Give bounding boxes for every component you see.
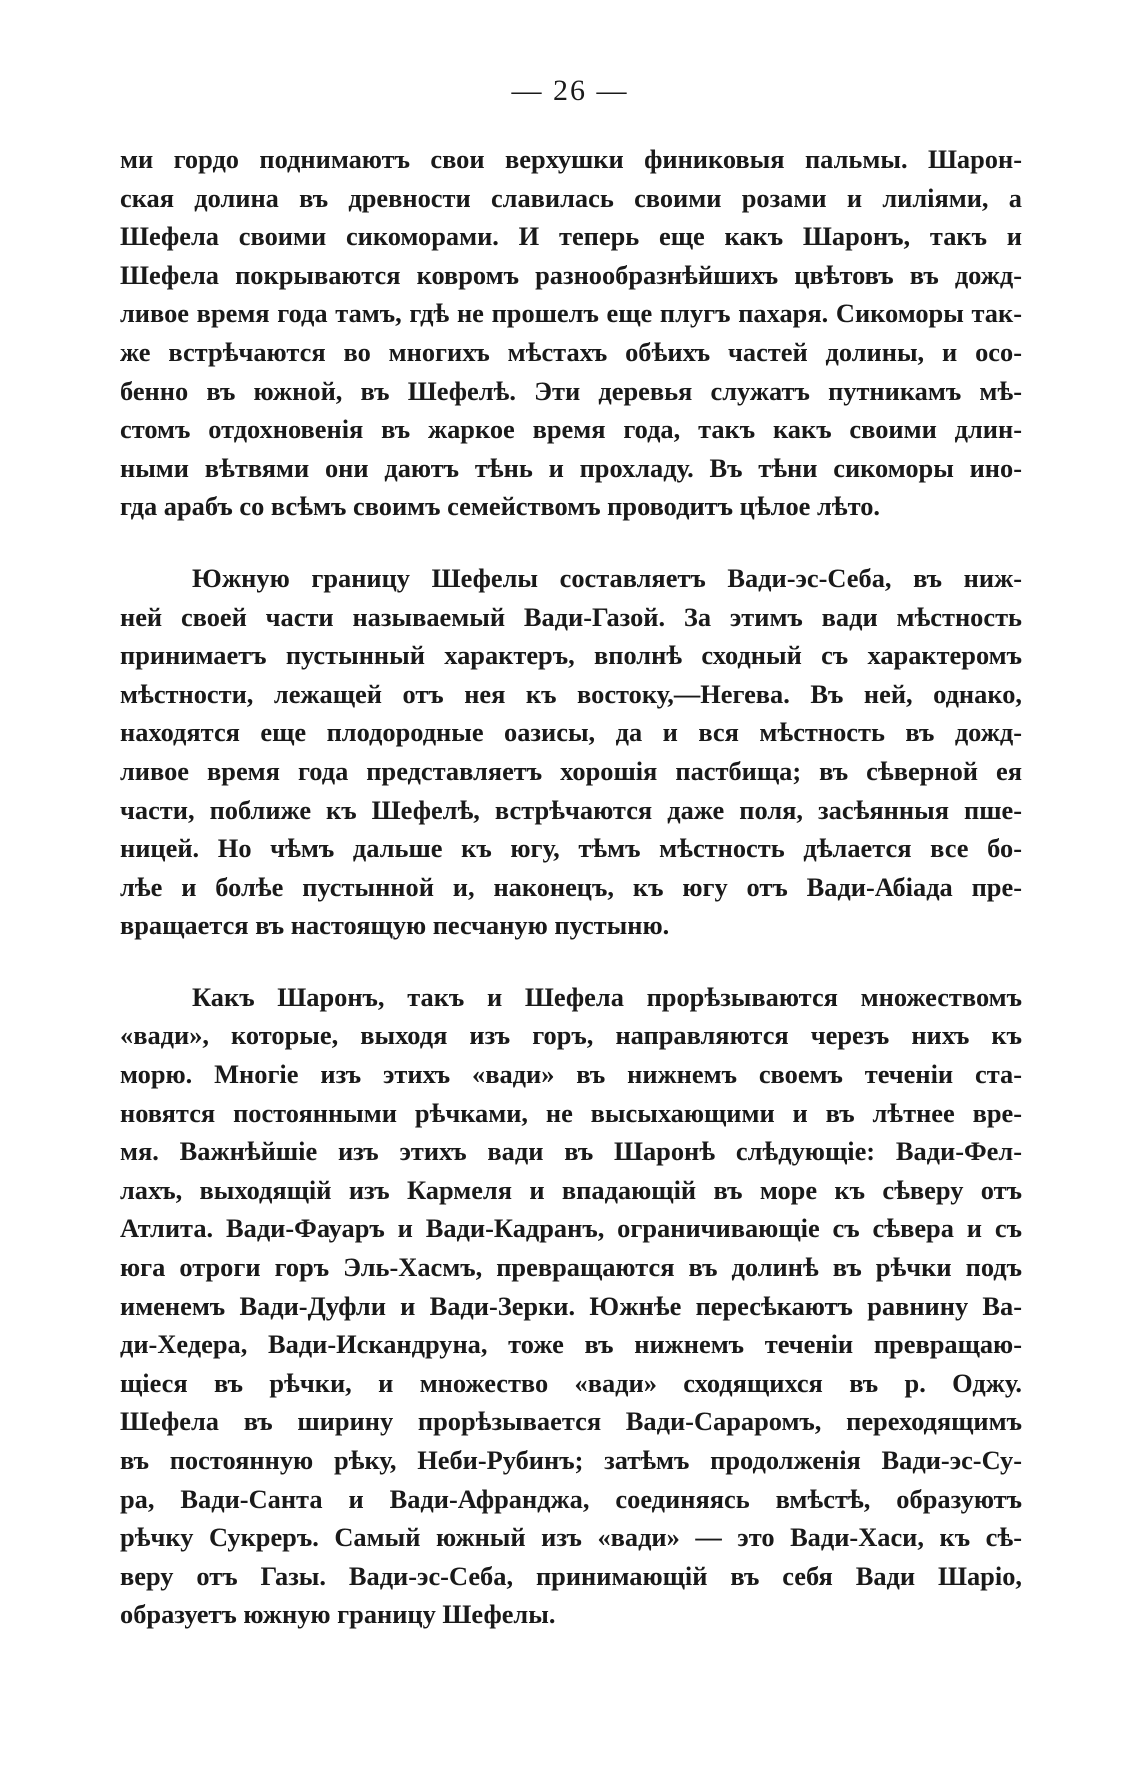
text-line: ра, Вади-Санта и Вади-Афранджа, соединяясь вмѣстѣ, образуютъ xyxy=(120,1483,1022,1514)
text-line: принимаетъ пустынный характеръ, вполнѣ сходный съ характеромъ xyxy=(120,640,1022,671)
text-line: въ постоянную рѣку, Неби-Рубинъ; затѣмъ продолженія Вади-эс-Су- xyxy=(120,1445,1022,1475)
text-line: части, поближе къ Шефелѣ, встрѣчаются даже поля, засѣянныя пше- xyxy=(120,794,1022,825)
text-line: мѣстности, лежащей отъ нея къ востоку,—Негева. Въ ней, однако, xyxy=(120,678,1022,709)
text-line: новятся постоянными рѣчками, не высыхающими и въ лѣтнее вре- xyxy=(120,1097,1022,1128)
text-line: Какъ Шаронъ, такъ и Шефела прорѣзываются множествомъ xyxy=(192,981,1022,1012)
text-line: Шефела своими сикоморами. И теперь еще какъ Шаронъ, такъ и xyxy=(120,221,1022,252)
text-line: веру отъ Газы. Вади-эс-Себа, принимающій въ себя Вади Шаріо, xyxy=(120,1560,1022,1591)
body-text xyxy=(120,140,1022,1634)
text-line: Южную границу Шефелы составляетъ Вади-эс-Себа, въ ниж- xyxy=(192,562,1022,593)
text-line: гда арабъ со всѣмъ своимъ семействомъ проводитъ цѣлое лѣто. xyxy=(120,491,881,522)
paragraph-3 xyxy=(120,978,1022,1634)
text-line: лѣе и болѣе пустынной и, наконецъ, къ югу отъ Вади-Абіада пре- xyxy=(120,871,1022,902)
text-line: ницей. Но чѣмъ дальше къ югу, тѣмъ мѣстность дѣлается все бо- xyxy=(120,833,1022,864)
text-line: ливое время года представляетъ хорошія пастбища; въ сѣверной ея xyxy=(120,755,1022,786)
text-line: морю. Многіе изъ этихъ «вади» въ нижнемъ своемъ теченіи ста- xyxy=(120,1059,1022,1090)
text-line: Атлита. Вади-Фауаръ и Вади-Кадранъ, ограничивающіе съ сѣвера и съ xyxy=(120,1213,1022,1244)
text-line: Шефела покрываются ковромъ разнообразнѣйшихъ цвѣтовъ въ дожд- xyxy=(120,259,1022,290)
text-line: находятся еще плодородные оазисы, да и вся мѣстность въ дожд- xyxy=(120,717,1022,748)
text-line: юга отроги горъ Эль-Хасмъ, превращаются въ долинѣ въ рѣчки подъ xyxy=(120,1252,1022,1283)
text-line: стомъ отдохновенія въ жаркое время года, такъ какъ своими длин- xyxy=(120,414,1022,445)
text-line: ней своей части называемый Вади-Газой. За этимъ вади мѣстность xyxy=(120,601,1022,632)
paragraph-1 xyxy=(120,140,1022,526)
page-number: — 26 — xyxy=(511,74,629,107)
text-line: вращается въ настоящую песчаную пустыню. xyxy=(120,910,670,941)
text-line: ными вѣтвями они даютъ тѣнь и прохладу. Въ тѣни сикоморы ино- xyxy=(120,452,1022,483)
text-line: мя. Важнѣйшіе изъ этихъ вади въ Шаронѣ слѣдующіе: Вади-Фел- xyxy=(120,1136,1022,1167)
text-line: ди-Хедера, Вади-Искандруна, тоже въ нижнемъ теченіи превращаю- xyxy=(120,1329,1022,1360)
text-line: Шефела въ ширину прорѣзывается Вади-Сараромъ, переходящимъ xyxy=(120,1406,1022,1437)
text-line: щіеся въ рѣчки, и множество «вади» сходящихся въ р. Оджу. xyxy=(120,1367,1022,1398)
text-line: ская долина въ древности славилась своими розами и лиліями, а xyxy=(120,182,1022,213)
text-line: «вади», которые, выходя изъ горъ, направляются черезъ нихъ къ xyxy=(120,1020,1022,1051)
text-line: бенно въ южной, въ Шефелѣ. Эти деревья служатъ путникамъ мѣ- xyxy=(120,375,1022,406)
text-line: лахъ, выходящій изъ Кармеля и впадающій въ море къ сѣверу отъ xyxy=(120,1174,1022,1205)
text-line: ми гордо поднимаютъ свои верхушки финиковыя пальмы. Шарон- xyxy=(120,144,1022,174)
text-line: образуетъ южную границу Шефелы. xyxy=(120,1599,556,1630)
paragraph-2 xyxy=(120,559,1022,945)
text-line: именемъ Вади-Дуфли и Вади-Зерки. Южнѣе пересѣкаютъ равнину Ва- xyxy=(120,1290,1022,1321)
text-line: же встрѣчаются во многихъ мѣстахъ обѣихъ частей долины, и осо- xyxy=(120,336,1022,367)
text-line: рѣчку Сукреръ. Самый южный изъ «вади» — это Вади-Хаси, къ сѣ- xyxy=(120,1522,1022,1553)
text-line: ливое время года тамъ, гдѣ не прошелъ еще плугъ пахаря. Сикоморы так- xyxy=(120,298,1022,329)
